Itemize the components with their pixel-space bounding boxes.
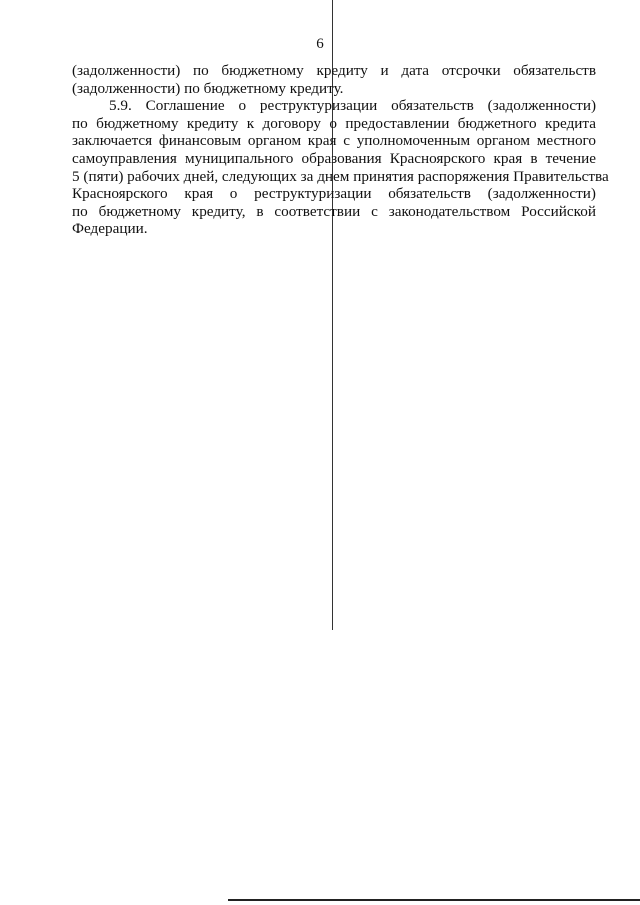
text-line: по бюджетному кредиту, в соответствии с законодательством Российской <box>72 202 596 220</box>
text-line: заключается финансовым органом края с уполномоченным органом местного <box>72 132 596 150</box>
text-line: (задолженности) по бюджетному кредиту. <box>72 79 344 97</box>
text-line: (задолженности) по бюджетному кредиту и дата отсрочки обязательств <box>72 62 596 79</box>
text-line: 5 (пяти) рабочих дней, следующих за днем принятия распоряжения Правительства <box>72 167 609 185</box>
scan-line-bottom <box>228 899 640 901</box>
text-line: Федерации. <box>72 220 148 238</box>
text-line: по бюджетному кредиту к договору о предоставлении бюджетного кредита <box>72 114 596 132</box>
text-line: Красноярского края о реструктуризации обязательств (задолженности) <box>72 185 596 203</box>
text-line: самоуправления муниципального образования Красноярского края в течение <box>72 149 596 167</box>
page-number: 6 <box>316 36 324 52</box>
document-body <box>72 62 609 238</box>
paragraph-5-9-start: 5.9. Соглашение о реструктуризации обязательств (задолженности) <box>109 97 596 115</box>
